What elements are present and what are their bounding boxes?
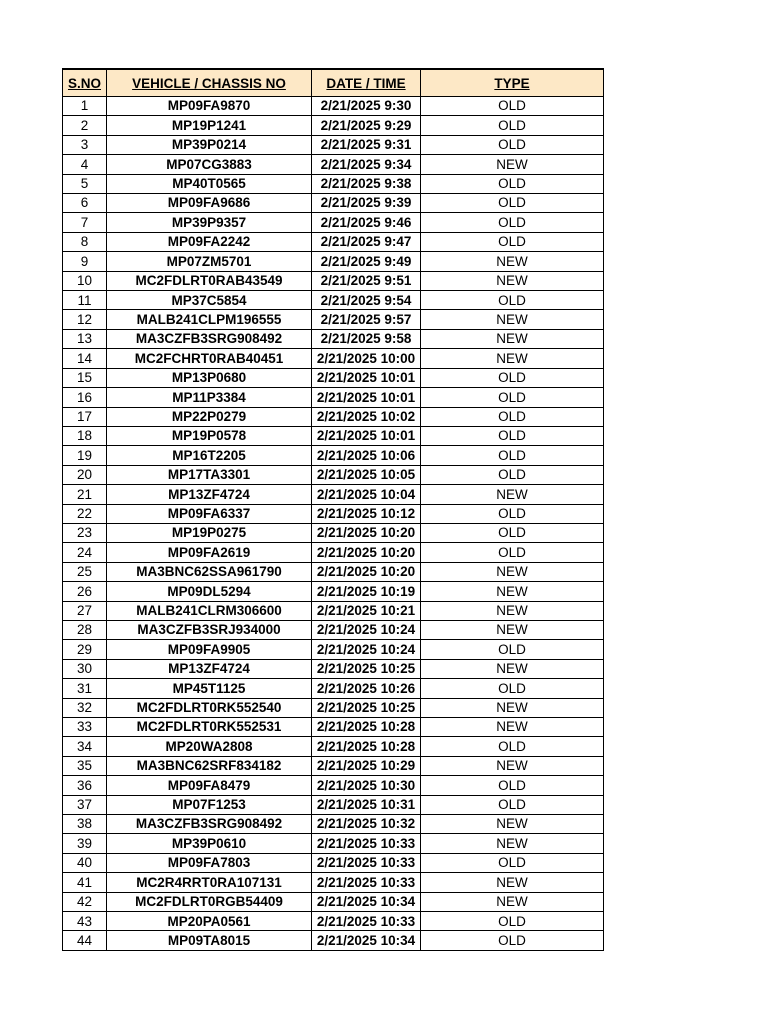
vehicle-cell: MP07ZM5701: [107, 252, 312, 271]
vehicle-cell: MA3BNC62SRF834182: [107, 757, 312, 776]
type-cell: OLD: [421, 466, 604, 485]
vehicle-cell: MP19P0275: [107, 524, 312, 543]
sno-cell: 1: [63, 97, 107, 116]
type-cell: NEW: [421, 349, 604, 368]
sno-cell: 2: [63, 116, 107, 135]
type-cell: NEW: [421, 834, 604, 853]
type-cell: NEW: [421, 563, 604, 582]
vehicle-cell: MP19P1241: [107, 116, 312, 135]
datetime-cell: 2/21/2025 10:12: [312, 505, 421, 524]
sno-cell: 10: [63, 272, 107, 291]
vehicle-cell: MC2FDLRT0RGB54409: [107, 893, 312, 912]
sno-cell: 24: [63, 543, 107, 562]
sno-cell: 40: [63, 854, 107, 873]
type-cell: OLD: [421, 213, 604, 232]
vehicle-cell: MP17TA3301: [107, 466, 312, 485]
type-cell: OLD: [421, 291, 604, 310]
vehicle-cell: MP09TA8015: [107, 931, 312, 950]
type-cell: OLD: [421, 116, 604, 135]
sno-cell: 35: [63, 757, 107, 776]
vehicle-cell: MA3CZFB3SRJ934000: [107, 621, 312, 640]
vehicle-cell: MC2R4RRT0RA107131: [107, 873, 312, 892]
sno-cell: 8: [63, 233, 107, 252]
sno-cell: 33: [63, 718, 107, 737]
column-header-vehicle: VEHICLE / CHASSIS NO: [107, 68, 312, 97]
vehicle-cell: MP20WA2808: [107, 737, 312, 756]
datetime-cell: 2/21/2025 10:28: [312, 718, 421, 737]
sno-cell: 3: [63, 136, 107, 155]
datetime-cell: 2/21/2025 10:33: [312, 912, 421, 931]
datetime-cell: 2/21/2025 10:20: [312, 524, 421, 543]
vehicle-cell: MC2FDLRT0RAB43549: [107, 272, 312, 291]
type-cell: OLD: [421, 408, 604, 427]
datetime-cell: 2/21/2025 10:31: [312, 796, 421, 815]
vehicle-cell: MA3CZFB3SRG908492: [107, 330, 312, 349]
type-cell: OLD: [421, 136, 604, 155]
datetime-cell: 2/21/2025 10:01: [312, 369, 421, 388]
sno-cell: 6: [63, 194, 107, 213]
type-cell: OLD: [421, 679, 604, 698]
type-cell: NEW: [421, 757, 604, 776]
datetime-cell: 2/21/2025 10:02: [312, 408, 421, 427]
type-cell: NEW: [421, 272, 604, 291]
sno-cell: 25: [63, 563, 107, 582]
vehicle-cell: MP39P9357: [107, 213, 312, 232]
datetime-cell: 2/21/2025 10:20: [312, 543, 421, 562]
sno-cell: 17: [63, 408, 107, 427]
vehicle-cell: MP37C5854: [107, 291, 312, 310]
type-cell: NEW: [421, 485, 604, 504]
type-cell: OLD: [421, 446, 604, 465]
vehicle-log-table: [62, 68, 604, 951]
sno-cell: 9: [63, 252, 107, 271]
sno-cell: 43: [63, 912, 107, 931]
vehicle-cell: MP45T1125: [107, 679, 312, 698]
vehicle-cell: MP09FA2242: [107, 233, 312, 252]
vehicle-cell: MC2FCHRT0RAB40451: [107, 349, 312, 368]
vehicle-cell: MP09FA6337: [107, 505, 312, 524]
datetime-cell: 2/21/2025 10:34: [312, 893, 421, 912]
vehicle-cell: MP09FA9905: [107, 640, 312, 659]
sno-cell: 11: [63, 291, 107, 310]
column-header-sno: S.NO: [63, 68, 107, 97]
sno-cell: 39: [63, 834, 107, 853]
sno-cell: 44: [63, 931, 107, 950]
sno-cell: 19: [63, 446, 107, 465]
vehicle-cell: MP40T0565: [107, 175, 312, 194]
vehicle-cell: MP13ZF4724: [107, 485, 312, 504]
vehicle-cell: MC2FDLRT0RK552531: [107, 718, 312, 737]
vehicle-cell: MP09FA2619: [107, 543, 312, 562]
datetime-cell: 2/21/2025 9:31: [312, 136, 421, 155]
datetime-cell: 2/21/2025 9:30: [312, 97, 421, 116]
datetime-cell: 2/21/2025 10:19: [312, 582, 421, 601]
type-cell: NEW: [421, 893, 604, 912]
sno-cell: 36: [63, 776, 107, 795]
type-cell: NEW: [421, 252, 604, 271]
datetime-cell: 2/21/2025 10:29: [312, 757, 421, 776]
datetime-cell: 2/21/2025 9:54: [312, 291, 421, 310]
sno-cell: 27: [63, 602, 107, 621]
type-cell: NEW: [421, 155, 604, 174]
vehicle-cell: MP20PA0561: [107, 912, 312, 931]
sno-cell: 15: [63, 369, 107, 388]
sno-cell: 4: [63, 155, 107, 174]
type-cell: NEW: [421, 582, 604, 601]
type-cell: NEW: [421, 718, 604, 737]
type-cell: OLD: [421, 796, 604, 815]
vehicle-cell: MP11P3384: [107, 388, 312, 407]
sno-cell: 20: [63, 466, 107, 485]
type-cell: OLD: [421, 194, 604, 213]
vehicle-cell: MC2FDLRT0RK552540: [107, 699, 312, 718]
sno-cell: 5: [63, 175, 107, 194]
sno-cell: 18: [63, 427, 107, 446]
sno-cell: 7: [63, 213, 107, 232]
sno-cell: 30: [63, 660, 107, 679]
datetime-cell: 2/21/2025 9:49: [312, 252, 421, 271]
type-cell: OLD: [421, 369, 604, 388]
vehicle-cell: MP09FA9686: [107, 194, 312, 213]
type-cell: OLD: [421, 931, 604, 950]
vehicle-cell: MALB241CLPM196555: [107, 310, 312, 329]
datetime-cell: 2/21/2025 10:30: [312, 776, 421, 795]
type-cell: NEW: [421, 815, 604, 834]
vehicle-cell: MA3CZFB3SRG908492: [107, 815, 312, 834]
datetime-cell: 2/21/2025 10:33: [312, 873, 421, 892]
vehicle-cell: MP09FA7803: [107, 854, 312, 873]
vehicle-cell: MP09DL5294: [107, 582, 312, 601]
datetime-cell: 2/21/2025 10:24: [312, 640, 421, 659]
sno-cell: 38: [63, 815, 107, 834]
sno-cell: 21: [63, 485, 107, 504]
vehicle-cell: MP16T2205: [107, 446, 312, 465]
type-cell: OLD: [421, 854, 604, 873]
vehicle-cell: MP22P0279: [107, 408, 312, 427]
vehicle-cell: MALB241CLRM306600: [107, 602, 312, 621]
sno-cell: 26: [63, 582, 107, 601]
column-header-type: TYPE: [421, 68, 604, 97]
type-cell: NEW: [421, 699, 604, 718]
datetime-cell: 2/21/2025 10:25: [312, 660, 421, 679]
sno-cell: 28: [63, 621, 107, 640]
sno-cell: 29: [63, 640, 107, 659]
datetime-cell: 2/21/2025 10:04: [312, 485, 421, 504]
vehicle-cell: MP13ZF4724: [107, 660, 312, 679]
vehicle-cell: MP07CG3883: [107, 155, 312, 174]
sno-cell: 23: [63, 524, 107, 543]
type-cell: NEW: [421, 621, 604, 640]
datetime-cell: 2/21/2025 10:25: [312, 699, 421, 718]
sno-cell: 31: [63, 679, 107, 698]
type-cell: NEW: [421, 310, 604, 329]
vehicle-cell: MP39P0610: [107, 834, 312, 853]
sno-cell: 12: [63, 310, 107, 329]
type-cell: OLD: [421, 524, 604, 543]
sno-cell: 22: [63, 505, 107, 524]
vehicle-cell: MP09FA9870: [107, 97, 312, 116]
type-cell: OLD: [421, 175, 604, 194]
vehicle-cell: MP07F1253: [107, 796, 312, 815]
datetime-cell: 2/21/2025 9:51: [312, 272, 421, 291]
sno-cell: 14: [63, 349, 107, 368]
vehicle-cell: MA3BNC62SSA961790: [107, 563, 312, 582]
sno-cell: 37: [63, 796, 107, 815]
datetime-cell: 2/21/2025 10:01: [312, 388, 421, 407]
sno-cell: 16: [63, 388, 107, 407]
datetime-cell: 2/21/2025 10:34: [312, 931, 421, 950]
sno-cell: 34: [63, 737, 107, 756]
type-cell: OLD: [421, 388, 604, 407]
datetime-cell: 2/21/2025 9:38: [312, 175, 421, 194]
type-cell: OLD: [421, 912, 604, 931]
vehicle-cell: MP39P0214: [107, 136, 312, 155]
type-cell: NEW: [421, 330, 604, 349]
datetime-cell: 2/21/2025 9:34: [312, 155, 421, 174]
vehicle-cell: MP19P0578: [107, 427, 312, 446]
datetime-cell: 2/21/2025 10:32: [312, 815, 421, 834]
datetime-cell: 2/21/2025 10:26: [312, 679, 421, 698]
type-cell: NEW: [421, 602, 604, 621]
vehicle-cell: MP13P0680: [107, 369, 312, 388]
type-cell: OLD: [421, 640, 604, 659]
datetime-cell: 2/21/2025 10:01: [312, 427, 421, 446]
type-cell: OLD: [421, 233, 604, 252]
type-cell: OLD: [421, 776, 604, 795]
sno-cell: 32: [63, 699, 107, 718]
datetime-cell: 2/21/2025 10:00: [312, 349, 421, 368]
vehicle-cell: MP09FA8479: [107, 776, 312, 795]
type-cell: NEW: [421, 873, 604, 892]
datetime-cell: 2/21/2025 10:28: [312, 737, 421, 756]
datetime-cell: 2/21/2025 10:20: [312, 563, 421, 582]
datetime-cell: 2/21/2025 9:29: [312, 116, 421, 135]
type-cell: OLD: [421, 543, 604, 562]
datetime-cell: 2/21/2025 10:06: [312, 446, 421, 465]
datetime-cell: 2/21/2025 10:21: [312, 602, 421, 621]
datetime-cell: 2/21/2025 10:05: [312, 466, 421, 485]
sno-cell: 13: [63, 330, 107, 349]
sno-cell: 42: [63, 893, 107, 912]
datetime-cell: 2/21/2025 10:33: [312, 834, 421, 853]
datetime-cell: 2/21/2025 9:58: [312, 330, 421, 349]
type-cell: OLD: [421, 505, 604, 524]
type-cell: OLD: [421, 737, 604, 756]
datetime-cell: 2/21/2025 9:46: [312, 213, 421, 232]
datetime-cell: 2/21/2025 9:47: [312, 233, 421, 252]
type-cell: OLD: [421, 427, 604, 446]
datetime-cell: 2/21/2025 10:33: [312, 854, 421, 873]
datetime-cell: 2/21/2025 9:39: [312, 194, 421, 213]
sno-cell: 41: [63, 873, 107, 892]
type-cell: OLD: [421, 97, 604, 116]
datetime-cell: 2/21/2025 9:57: [312, 310, 421, 329]
column-header-datetime: DATE / TIME: [312, 68, 421, 97]
datetime-cell: 2/21/2025 10:24: [312, 621, 421, 640]
type-cell: NEW: [421, 660, 604, 679]
